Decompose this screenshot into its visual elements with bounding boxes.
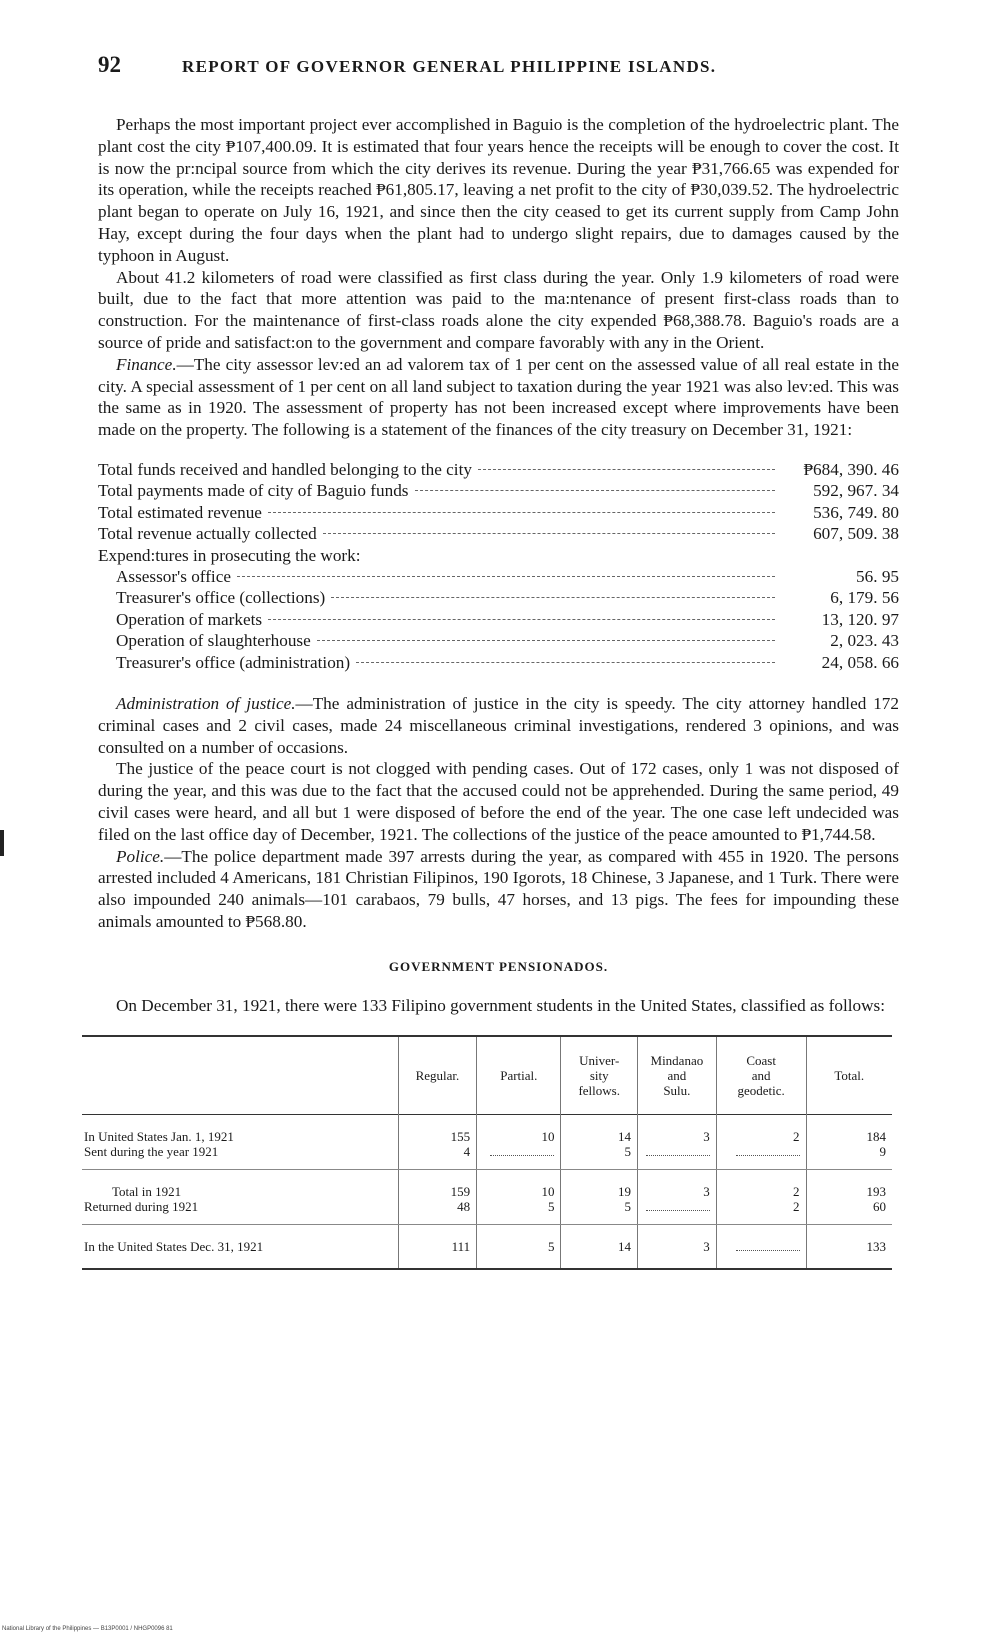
paragraph-pensionados: On December 31, 1921, there were 133 Filipino government students in the United States, classified as follows: — [116, 995, 885, 1015]
police-heading: Police. — [116, 846, 165, 866]
paragraph-hydroelectric: Perhaps the most important project ever accomplished in Baguio is the completion of the hydroelectric plant. The plant cost the city ₱107,400.09. It is estimated that four years hence the receipts will be enough to cover the cost. It is now the pr:ncipal source from which the city derives its revenue. During the year ₱31,766.65 was expended for its operation, while the receipts reached ₱61,805.17, leaving a net profit to the city of ₱30,039.52. The hydroelectric plant began to operate on July 16, 1921, and since then the city ceased to get its current supply from Camp John Hay, except during the four days when the plant had to undergo slight repairs, due to damages caused by the typhoon in August. — [98, 115, 899, 265]
finance-heading: Finance. — [116, 354, 177, 374]
police-body: —The police department made 397 arrests during the year, as compared with 455 in 1920. The persons arrested included 4 Americans, 181 Christian Filipinos, 190 Igorots, 18 Chinese, 3 Japanese, and 1 Turk. There were also impounded 240 animals—101 carabaos, 79 bulls, 47 horses, and 13 pigs. The fees for impounding these animals amounted to ₱568.80. — [98, 846, 899, 931]
column-header: Regular. — [398, 1036, 477, 1115]
page-header — [98, 52, 899, 92]
paragraph-police — [98, 846, 899, 933]
finance-row: Treasurer's office (administration) 24, 058. 66 — [116, 652, 899, 672]
finance-row: Total payments made of city of Baguio funds 592, 967. 34 — [98, 481, 899, 501]
finance-statement — [98, 459, 899, 673]
column-header: Coast and geodetic. — [716, 1036, 806, 1115]
finance-row: Assessor's office 56. 95 — [116, 566, 899, 586]
scan-edge-mark — [0, 830, 4, 856]
paragraph-roads: About 41.2 kilometers of road were classified as first class during the year. Only 1.9 kilometers of road were built, due to the fact that more attention was paid to the ma:ntenance of present first-class roads than to construction. For the maintenance of first-class roads alone the city expended ₱68,388.78. Baguio's roads are a source of pride and satisfact:on to the government and compare favorably with any in the Orient. — [98, 267, 899, 352]
section-title: GOVERNMENT PENSIONADOS. — [388, 958, 609, 974]
finance-row: Total estimated revenue 536, 749. 80 — [98, 502, 899, 522]
paragraph-justice — [98, 693, 899, 758]
column-header — [82, 1036, 398, 1115]
justice-body: —The administration of justice in the city is speedy. The city attorney handled 172 criminal cases and 2 civil cases, made 24 miscellaneous criminal investigations, rendered 3 opinions, and was consulted on a number of occasions. — [98, 694, 899, 757]
finance-row: Operation of markets 13, 120. 97 — [116, 609, 899, 629]
table-header-row — [82, 1036, 892, 1115]
table-row: In United States Jan. 1, 1921 Sent during the year 1921 155 4 10 14 5 3 2 184 9 — [82, 1114, 892, 1169]
column-header: Total. — [806, 1036, 892, 1115]
table-row: Total in 1921 Returned during 1921 159 48 10 5 19 5 3 2 2 193 60 — [82, 1169, 892, 1224]
finance-subheading: Expend:tures in prosecuting the work: — [98, 545, 361, 565]
finance-row: Treasurer's office (collections) 6, 179. 56 — [116, 588, 899, 608]
column-header: Mindanao and Sulu. — [637, 1036, 716, 1115]
page-number: 92 — [98, 52, 121, 77]
running-title: REPORT OF GOVERNOR GENERAL PHILIPPINE ISLANDS. — [182, 57, 717, 76]
pensionados-table — [82, 1035, 892, 1270]
scan-footnote: National Library of the Philippines — B13P0001 / NHGP0096 81 — [2, 1626, 173, 1632]
finance-row: Operation of slaughterhouse 2, 023. 43 — [116, 631, 899, 651]
paragraph-finance — [98, 354, 899, 441]
table-row: In the United States Dec. 31, 1921 111 5 14 3 133 — [82, 1224, 892, 1269]
finance-row: Total funds received and handled belonging to the city ₱684, 390. 46 — [98, 459, 899, 479]
justice-heading: Administration of justice. — [116, 694, 296, 714]
finance-row: Total revenue actually collected 607, 509. 38 — [98, 524, 899, 544]
finance-body: —The city assessor lev:ed an ad valorem tax of 1 per cent on the assessed value of all real estate in the city. A special assessment of 1 per cent on all land subject to taxation during the year 1921 was also lev:ed. This was the same as in 1920. The assessment of property has not been increased except where improvements have been made on the property. The following is a statement of the finances of the city treasury on December 31, 1921: — [98, 354, 899, 440]
column-header: Partial. — [477, 1036, 561, 1115]
column-header: Univer- sity fellows. — [561, 1036, 638, 1115]
paragraph-peace-court: The justice of the peace court is not clogged with pending cases. Out of 172 cases, only 1 was not disposed of during the year, and this was due to the fact that the accused could not be apprehended. During the same period, 49 civil cases were heard, and all but 1 were disposed of before the end of the year. The one case left undecided was filed on the last office day of December, 1921. The collections of the justice of the peace amounted to ₱1,744.58. — [98, 759, 899, 844]
